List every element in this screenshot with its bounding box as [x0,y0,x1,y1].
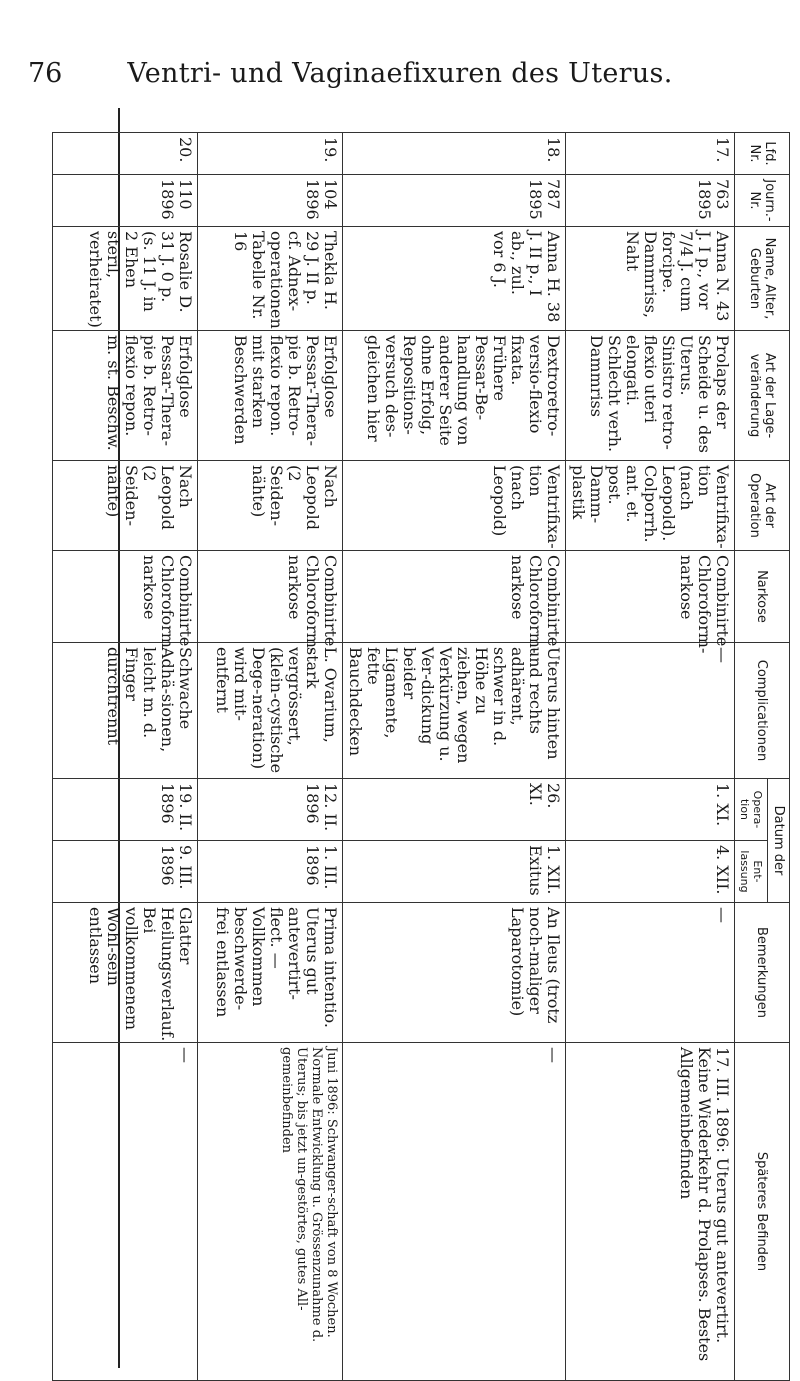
cell-operation: Nach Leopold (2 Seiden-nähte) [198,461,343,551]
running-header: Ventri- und Vaginaefixuren des Uterus. [127,58,673,89]
rotated-table-container [86,132,790,1380]
page-number: 76 [28,58,63,89]
header-name: Name, Alter, Geburten [735,227,790,331]
cell-lage: Prolaps der Scheide u. des Uterus. Sinistro retro-flexio uteri elongati. Schlecht verh. Dammriss [566,331,735,461]
cell-complicationen: Schwache Adhä-sionen, leicht m. d. Finger durchtrennt [53,643,198,779]
cell-datum-operation: 1. XI. [566,779,735,841]
header-lfd-nr: Lfd. Nr. [735,133,790,175]
cell-operation: Ventrifixa-tion (nach Leopold) [343,461,566,551]
header-complicationen: Complicationen [735,643,790,779]
header-datum-entlassung: Ent-lassung [735,841,768,903]
header-narkose: Narkose [735,551,790,643]
cell-narkose: Combinirte Chloroform-narkose [566,551,735,643]
table-row [343,133,566,1381]
cell-befinden: Juni 1896: Schwanger-schaft von 8 Wochen. Normale Entwicklung u. Grössenzunahme d. Uterus; bis jetzt un-gestörtes, gutes All-gemeinbefinden [198,1043,343,1381]
cell-datum-entlassung: 4. XII. [566,841,735,903]
cell-bemerkungen: Glatter Heilungsverlauf. Bei vollkommenem Wohl-sein entlassen [53,903,198,1043]
cell-bemerkungen: Prima intentio. Uterus gut antevertirt-flect. — Vollkommen beschwerde-frei entlassen [198,903,343,1043]
cell-complicationen: — [566,643,735,779]
header-operation: Art der Operation [735,461,790,551]
header-befinden: Späteres Befinden [735,1043,790,1381]
cell-name: Rosalie D. 31 J. 0 p. (s. 11 J. in 2 Ehen steril, verheiratet) [53,227,198,331]
cell-datum-entlassung: 1. III. 1896 [198,841,343,903]
cell-name: Anna N. 43 J. I p., vor 7/4 J. cum forcipe. Dammriss, Naht [566,227,735,331]
cell-datum-entlassung: 9. III. 1896 [53,841,198,903]
cell-lage: Dextroretro-versio-flexio fixata. Frühere Pessar-Be-handlung von anderer Seite ohne Erfolg, Repositions-versuch des-gleichen hier [343,331,566,461]
cell-narkose: Combinirte Chloroform-narkose [53,551,198,643]
cell-bemerkungen: An Ileus (trotz noch-maliger Laparotomie) [343,903,566,1043]
cell-lfd-nr: 19. [198,133,343,175]
cell-complicationen: L. Ovarium, stark vergrössert, (klein-cystische Dege-neration) wird mit-entfernt [198,643,343,779]
cell-bemerkungen: — [566,903,735,1043]
cell-datum-operation: 12. II. 1896 [198,779,343,841]
cell-journal-nr: 763 1895 [566,175,735,227]
cell-datum-operation: 19. II. 1896 [53,779,198,841]
cell-datum-entlassung: 1. XII. Exitus [343,841,566,903]
header-lage: Art der Lage-veränderung [735,331,790,461]
table-row [566,133,735,1381]
cell-lfd-nr: 17. [566,133,735,175]
cell-narkose: Combinirte Chloroform-narkose [198,551,343,643]
header-row [768,133,790,1381]
header-bemerkungen: Bemerkungen [735,903,790,1043]
cell-journal-nr: 104 1896 [198,175,343,227]
cell-befinden: — [343,1043,566,1381]
cell-befinden: — [53,1043,198,1381]
case-table [52,132,790,1381]
cell-journal-nr: 787 1895 [343,175,566,227]
cell-narkose: Combinirte Chloroform-narkose [343,551,566,643]
cell-lfd-nr: 18. [343,133,566,175]
header-journal-nr: Journ.-Nr. [735,175,790,227]
cell-complicationen: Uterus hinten und rechts adhärent, schwer in d. Höhe zu ziehen, wegen Verkürzung u. Ver-dickung beider Ligamente, fette Bauchdecken [343,643,566,779]
cell-lfd-nr: 20. [53,133,198,175]
header-datum-operation: Opera-tion [735,779,768,841]
table-row [198,133,343,1381]
cell-lage: Erfolglose Pessar-Thera-pie b. Retro-flexio repon. m. st. Beschw. [53,331,198,461]
cell-operation: Ventrifixa-tion (nach Leopold). Colporrh. ant. et. post. Damm-plastik [566,461,735,551]
table-row [53,133,198,1381]
cell-datum-operation: 26. XI. [343,779,566,841]
cell-operation: Nach Leopold (2 Seiden-nähte) [53,461,198,551]
cell-journal-nr: 110 1896 [53,175,198,227]
cell-name: Thekla H. 29 J. II p. cf. Adnex-operationen Tabelle Nr. 16 [198,227,343,331]
header-datum: Datum der [768,779,790,903]
cell-name: Anna H. 38 J. II p., I ab., zul. vor 6 J. [343,227,566,331]
cell-befinden: 17. III. 1896: Uterus gut antevertirt. Keine Wiederkehr d. Prolapses. Bestes Allgemeinbefinden [566,1043,735,1381]
cell-lage: Erfolglose Pessar-Thera-pie b. Retro-flexio repon. mit starken Beschwerden [198,331,343,461]
